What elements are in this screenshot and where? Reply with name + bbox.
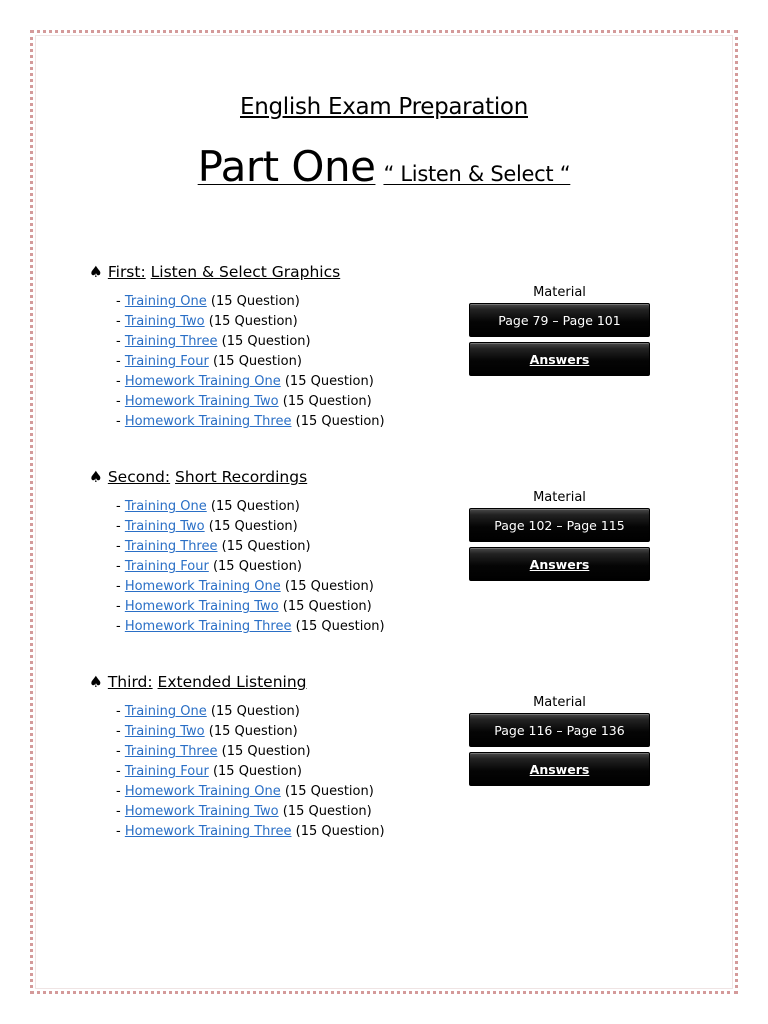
section-heading	[89, 263, 340, 281]
list-item: - Training Two (15 Question)	[116, 724, 298, 739]
answers-button[interactable]: Answers	[469, 342, 650, 376]
section-third	[0, 673, 768, 863]
section-label: First:	[107, 263, 146, 281]
training-link[interactable]: Homework Training One	[124, 784, 281, 799]
material-pages-button[interactable]: Page 79 – Page 101	[469, 303, 650, 337]
material-pages-button[interactable]: Page 102 – Page 115	[469, 508, 650, 542]
training-link[interactable]: Training Three	[124, 539, 218, 554]
material-label: Material	[533, 490, 586, 505]
training-link[interactable]: Training One	[124, 499, 207, 514]
training-link[interactable]: Homework Training One	[124, 579, 281, 594]
training-list	[116, 702, 385, 842]
list-item: - Training Four (15 Question)	[116, 764, 302, 779]
list-item: - Homework Training Three (15 Question)	[116, 619, 385, 634]
training-link[interactable]: Training Two	[124, 314, 205, 329]
spade-bullet-icon: ♠	[89, 468, 103, 486]
section-name: Listen & Select Graphics	[150, 263, 341, 281]
section-heading	[89, 673, 307, 691]
training-link[interactable]: Homework Training Three	[124, 824, 292, 839]
part-title-main: Part One	[197, 142, 376, 191]
training-link[interactable]: Training Four	[124, 354, 209, 369]
list-item: - Training Two (15 Question)	[116, 314, 298, 329]
list-item: - Training Three (15 Question)	[116, 334, 311, 349]
spade-bullet-icon: ♠	[89, 673, 103, 691]
section-label: Third:	[107, 673, 153, 691]
list-item: - Training Two (15 Question)	[116, 519, 298, 534]
list-item: - Training One (15 Question)	[116, 704, 300, 719]
training-list	[116, 497, 385, 637]
material-label: Material	[533, 285, 586, 300]
spade-bullet-icon: ♠	[89, 263, 103, 281]
section-second	[0, 468, 768, 658]
training-link[interactable]: Training Two	[124, 519, 205, 534]
section-name: Short Recordings	[175, 468, 308, 486]
training-link[interactable]: Training Four	[124, 559, 209, 574]
training-list	[116, 292, 385, 432]
training-link[interactable]: Training Two	[124, 724, 205, 739]
document-title: English Exam Preparation	[240, 94, 528, 120]
material-pages-button[interactable]: Page 116 – Page 136	[469, 713, 650, 747]
list-item: - Training One (15 Question)	[116, 294, 300, 309]
answers-button[interactable]: Answers	[469, 547, 650, 581]
training-link[interactable]: Training Three	[124, 744, 218, 759]
training-link[interactable]: Training One	[124, 294, 207, 309]
section-heading	[89, 468, 307, 486]
material-label: Material	[533, 695, 586, 710]
training-link[interactable]: Training Three	[124, 334, 218, 349]
list-item: - Homework Training One (15 Question)	[116, 579, 374, 594]
answers-button[interactable]: Answers	[469, 752, 650, 786]
part-title-subtitle: “ Listen & Select “	[383, 162, 571, 186]
training-link[interactable]: Homework Training Three	[124, 619, 292, 634]
list-item: - Training Three (15 Question)	[116, 539, 311, 554]
list-item: - Homework Training Two (15 Question)	[116, 599, 372, 614]
list-item: - Training Four (15 Question)	[116, 354, 302, 369]
training-link[interactable]: Training One	[124, 704, 207, 719]
section-first	[0, 263, 768, 453]
list-item: - Homework Training One (15 Question)	[116, 784, 374, 799]
list-item: - Homework Training One (15 Question)	[116, 374, 374, 389]
training-link[interactable]: Homework Training Two	[124, 394, 279, 409]
training-link[interactable]: Homework Training Three	[124, 414, 292, 429]
training-link[interactable]: Training Four	[124, 764, 209, 779]
training-link[interactable]: Homework Training Two	[124, 599, 279, 614]
list-item: - Training Three (15 Question)	[116, 744, 311, 759]
list-item: - Homework Training Three (15 Question)	[116, 414, 385, 429]
training-link[interactable]: Homework Training One	[124, 374, 281, 389]
training-link[interactable]: Homework Training Two	[124, 804, 279, 819]
list-item: - Homework Training Three (15 Question)	[116, 824, 385, 839]
list-item: - Training Four (15 Question)	[116, 559, 302, 574]
list-item: - Training One (15 Question)	[116, 499, 300, 514]
part-title	[0, 142, 768, 191]
section-name: Extended Listening	[157, 673, 307, 691]
list-item: - Homework Training Two (15 Question)	[116, 804, 372, 819]
section-label: Second:	[107, 468, 171, 486]
list-item: - Homework Training Two (15 Question)	[116, 394, 372, 409]
